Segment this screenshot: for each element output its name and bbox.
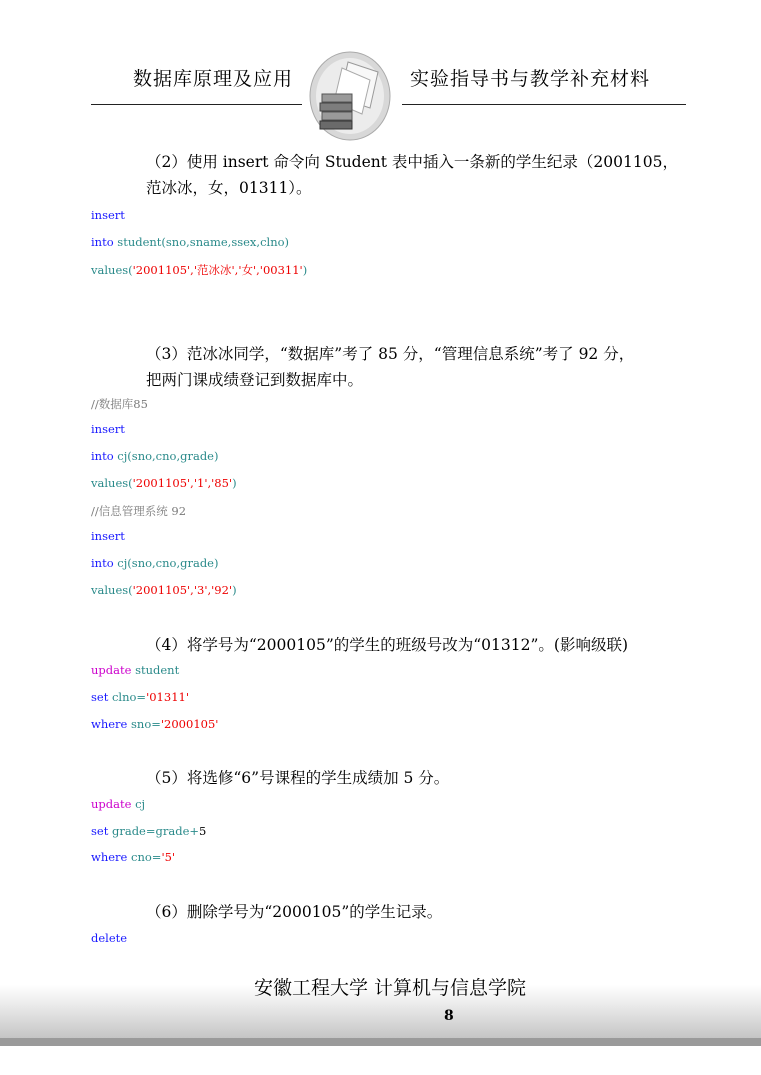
sql-keyword: into [91, 235, 118, 249]
sql-keyword: values( [91, 583, 133, 597]
code-line [91, 235, 289, 249]
para-line: （3）范冰冰同学，“数据库”考了 85 分，“管理信息系统”考了 92 分， [146, 345, 635, 363]
page-number: 8 [444, 1008, 454, 1024]
sql-strings: '5' [161, 850, 176, 864]
sql-strings: '2001105','范冰冰','女','00311' [132, 263, 303, 277]
sql-table: student [135, 663, 180, 677]
sql-strings: '2000105' [160, 717, 219, 731]
code-comment: //信息管理系统 92 [91, 504, 187, 518]
code-line [91, 262, 307, 278]
section-5-paragraph [146, 765, 449, 791]
sql-table: cj(sno,cno,grade) [117, 449, 219, 463]
sql-paren: ) [232, 476, 237, 490]
code-line [91, 850, 175, 864]
para-line: （5）将选修“6”号课程的学生成绩加 5 分。 [146, 769, 450, 787]
sql-strings: '01311' [146, 690, 189, 704]
para-line: （2）使用 insert 命令向 Student 表中插入一条新的学生纪录（2001105， [146, 153, 678, 171]
sql-number: 5 [199, 824, 207, 838]
header-rule-right [402, 104, 686, 105]
sql-keyword: where [91, 850, 132, 864]
sql-paren: ) [232, 583, 237, 597]
code-line [91, 717, 218, 731]
code-comment: //数据库85 [91, 397, 148, 411]
sql-paren: ) [302, 263, 308, 277]
code-line [91, 824, 206, 838]
sql-keyword: where [91, 717, 132, 731]
para-line: 范冰冰，女，01311）。 [146, 179, 312, 197]
book-stack-logo [308, 50, 392, 142]
header-right-title: 实验指导书与教学补充材料 [410, 68, 651, 90]
sql-strings: '2001105','1','85' [132, 476, 233, 490]
sql-keyword: values( [91, 263, 133, 277]
para-line: 把两门课成绩登记到数据库中。 [146, 371, 364, 389]
sql-column: clno= [111, 690, 147, 704]
footer-school-name: 安徽工程大学 计算机与信息学院 [254, 977, 527, 999]
sql-keyword: set [91, 824, 112, 838]
code-line [91, 663, 179, 677]
sql-column: sno= [131, 717, 161, 731]
code-line [91, 476, 237, 490]
sql-column: grade=grade+ [111, 824, 200, 838]
footer-bar [0, 1038, 761, 1046]
sql-keyword: update [91, 663, 136, 677]
section-4-paragraph [146, 632, 628, 658]
sql-keyword: update [91, 797, 136, 811]
header-rule-left [91, 104, 302, 105]
section-2-paragraph [146, 149, 678, 201]
para-line: （6）删除学号为“2000105”的学生记录。 [146, 903, 443, 921]
sql-keyword: into [91, 556, 118, 570]
code-line: insert [91, 422, 125, 436]
sql-table: student(sno,sname,ssex,clno) [117, 235, 290, 249]
code-line: delete [91, 931, 128, 945]
sql-table: cj(sno,cno,grade) [117, 556, 219, 570]
sql-column: cno= [131, 850, 162, 864]
sql-table: cj [135, 797, 146, 811]
code-line [91, 449, 218, 463]
code-line [91, 690, 189, 704]
section-6-paragraph [146, 899, 442, 925]
code-line: insert [91, 208, 125, 222]
section-3-paragraph [146, 341, 634, 393]
para-line: （4）将学号为“2000105”的学生的班级号改为“01312”。(影响级联) [146, 636, 628, 654]
sql-keyword: into [91, 449, 118, 463]
sql-keyword: set [91, 690, 112, 704]
code-line: insert [91, 529, 125, 543]
header-left-title: 数据库原理及应用 [133, 68, 294, 90]
code-line [91, 583, 237, 597]
sql-strings: '2001105','3','92' [132, 583, 233, 597]
sql-keyword: values( [91, 476, 133, 490]
code-line [91, 556, 218, 570]
code-line [91, 797, 145, 811]
